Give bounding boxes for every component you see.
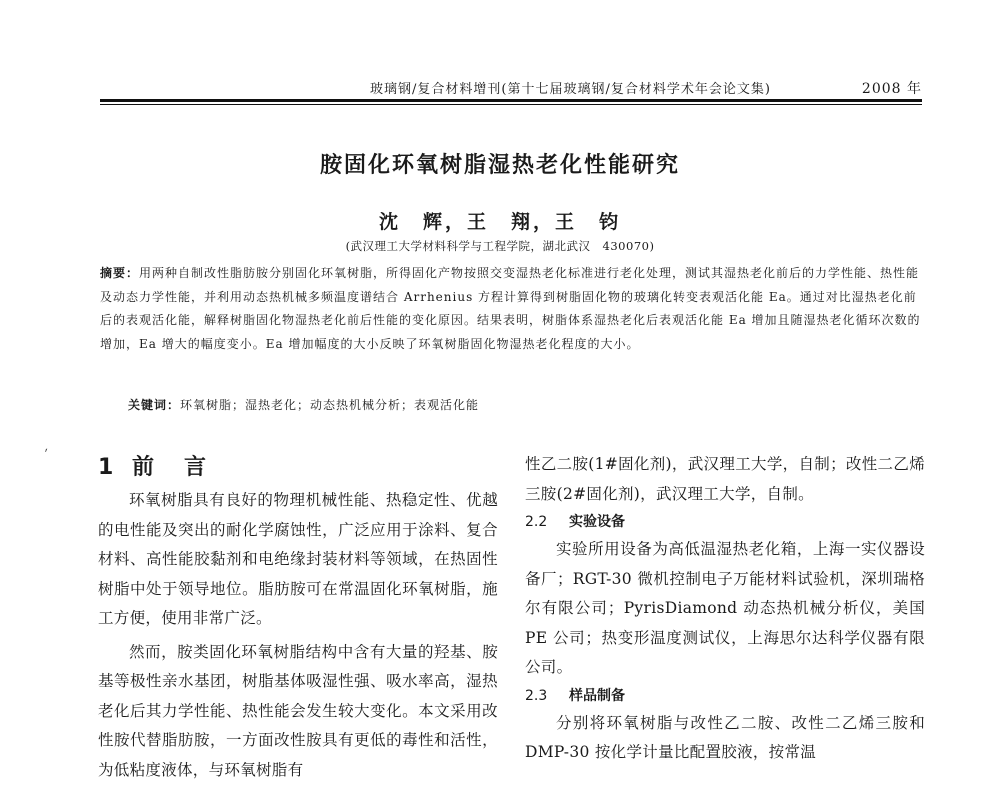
subsection-title: 实验设备 — [569, 514, 625, 530]
paper-title: 胺固化环氧树脂湿热老化性能研究 — [0, 148, 1000, 179]
subsection-number: 2.2 — [525, 509, 569, 535]
section-number: 1 — [98, 455, 132, 480]
keywords — [128, 396, 918, 413]
journal-name: 玻璃钢/复合材料增刊(第十七届玻璃钢/复合材料学术年会论文集) — [370, 78, 771, 97]
keywords-text: 环氧树脂；湿热老化；动态热机械分析；表观活化能 — [180, 398, 479, 412]
abstract-label: 摘要： — [100, 266, 139, 280]
subsection-heading — [525, 509, 925, 535]
abstract — [100, 262, 922, 356]
abstract-text: 用两种自制改性脂肪胺分别固化环氧树脂，所得固化产物按照交变湿热老化标准进行老化处理，测试其湿热老化前后的力学性能、热性能及动态力学性能，并利用动态热机械多频温度谱结合 Arrhenius 方程计算得到树脂固化物的玻璃化转变表观活化能 Ea。通过对比湿热老化前后的表观活化能，解释树脂固化物湿热老化前后性能的变化原因。结果表明，树脂体系湿热老化后表观活化能 Ea 增加且随湿热老化循环次数的增加，Ea 增大的幅度变小。Ea 增加幅度的大小反映了环氧树脂固化物湿热老化程度的大小。 — [100, 266, 921, 351]
header-rule-thin — [100, 104, 922, 105]
paragraph: 实验所用设备为高低温湿热老化箱，上海一实仪器设备厂；RGT-30 微机控制电子万能材料试验机，深圳瑞格尔有限公司；PyrisDiamond 动态热机械分析仪，美国 PE 公司；热变形温度测试仪，上海思尔达科学仪器有限公司。 — [525, 535, 925, 683]
section-title: 前 言 — [132, 455, 210, 480]
subsection-number: 2.3 — [525, 683, 569, 709]
author-list: 沈 辉，王 翔，王 钧 — [0, 207, 1000, 234]
margin-mark: ˊ — [41, 447, 53, 464]
right-column — [525, 450, 925, 768]
keywords-label: 关键词： — [128, 398, 180, 412]
affiliation: (武汉理工大学材料科学与工程学院，湖北武汉 430070) — [0, 238, 1000, 254]
paragraph: 然而，胺类固化环氧树脂结构中含有大量的羟基、胺基等极性亲水基团，树脂基体吸湿性强、吸水率高，湿热老化后其力学性能、热性能会发生较大变化。本文采用改性胺代替脂肪胺，一方面改性胺具有更低的毒性和活性，为低粘度液体，与环氧树脂有 — [98, 638, 498, 785]
subsection-title: 样品制备 — [569, 688, 625, 704]
header-rule-thick — [100, 99, 922, 102]
running-header — [100, 78, 922, 100]
paragraph: 分别将环氧树脂与改性乙二胺、改性二乙烯三胺和 DMP-30 按化学计量比配置胶液，按常温 — [525, 709, 925, 768]
paragraph: 环氧树脂具有良好的物理机械性能、热稳定性、优越的电性能及突出的耐化学腐蚀性，广泛应用于涂料、复合材料、高性能胶黏剂和电绝缘封装材料等领域，在热固性树脂中处于领导地位。脂肪胺可在常温固化环氧树脂，施工方便，使用非常广泛。 — [98, 486, 498, 634]
publication-year: 2008 年 — [862, 78, 922, 98]
subsection-heading — [525, 683, 925, 709]
paragraph-continuation: 性乙二胺(1#固化剂)，武汉理工大学，自制；改性二乙烯三胺(2#固化剂)，武汉理工大学，自制。 — [525, 450, 925, 509]
left-column — [98, 450, 498, 785]
section-heading — [98, 450, 498, 486]
